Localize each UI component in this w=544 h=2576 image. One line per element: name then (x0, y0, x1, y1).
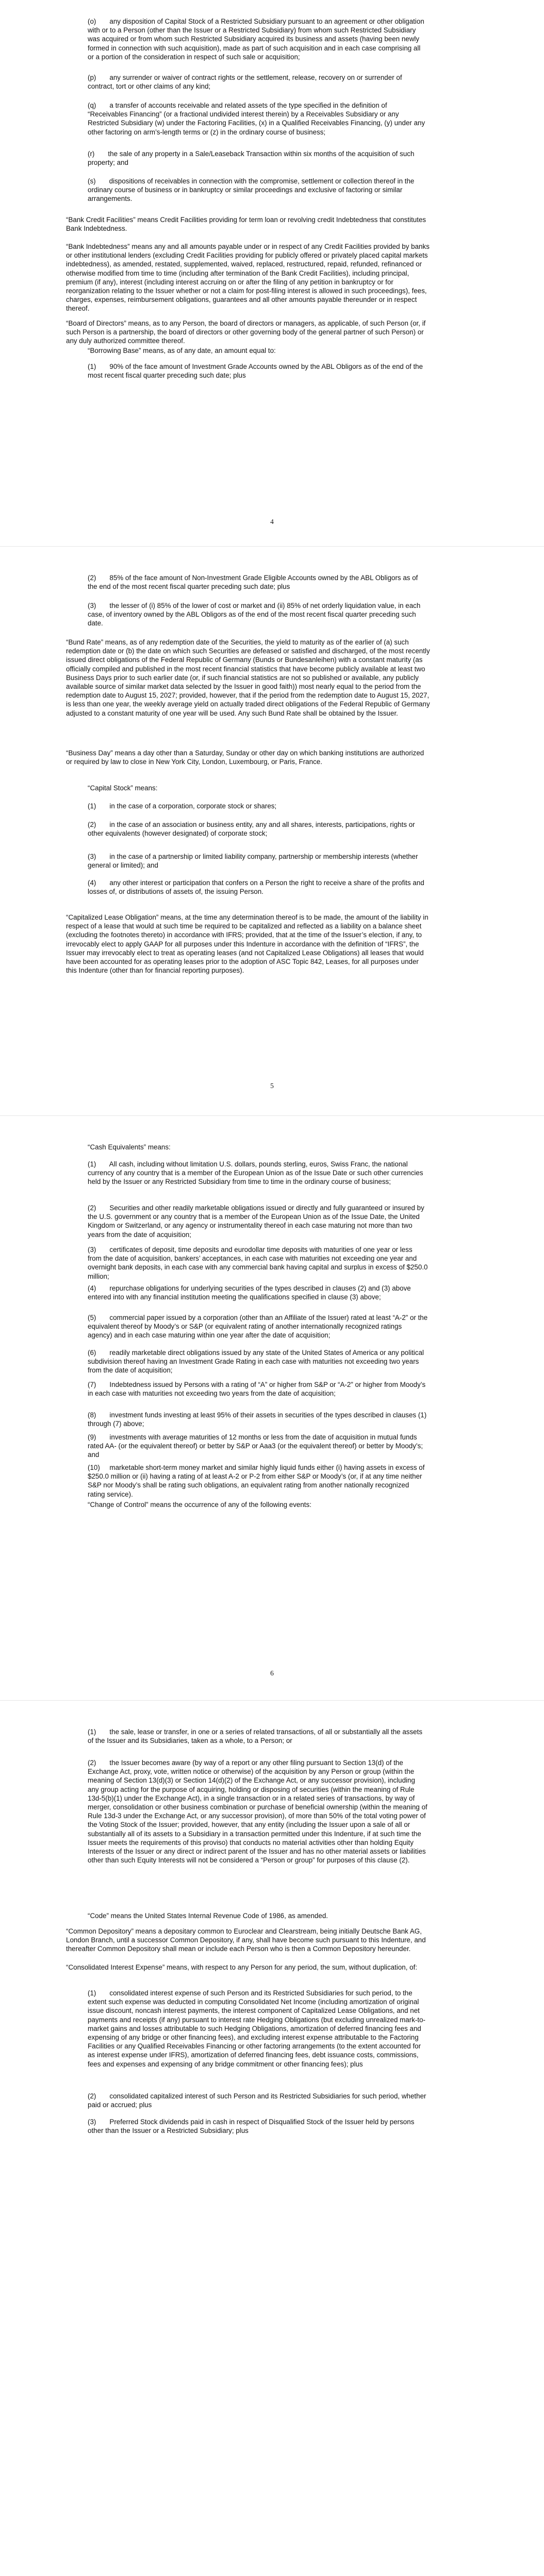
borrowing-base-clause-1: (1) 90% of the face amount of Investment Grade Accounts owned by the ABL Obligors as of the end of the most recent fiscal quarter preceding such date; plus (88, 363, 423, 380)
cash-equivalents-clause-10: (10) marketable short-term money market and similar highly liquid funds either (i) having assets in excess of $250.0 million or (ii) having a rating of at least A-2 or P-2 from either S&P or Moody’s (or, if at any time neither S&P nor Moody’s shall be rating such obligations, an equivalent rating from another nationally recognized rating service). (88, 1464, 425, 1498)
page-number: 4 (270, 518, 274, 526)
clause-q: (q) a transfer of accounts receivable and related assets of the type specified in the definition of “Receivables Financing” (or a fractional undivided interest therein) by a Receivables Subsidiary or any Restricted Subsidiary (w) under the Factoring Facilities, (x) in a Qualified Receivables Financing, (y) under any other factoring on arm’s-length terms or (z) in the ordinary course of business; (88, 101, 425, 136)
definition-board-of-directors: “Board of Directors” means, as to any Person, the board of directors or managers, as applicable, of such Person (or, if such Person is a partnership, the board of directors or other governing body of the general partner of such Person) or any duly authorized committee thereof. (66, 319, 426, 345)
definition-bund-rate: “Bund Rate” means, as of any redemption date of the Securities, the yield to maturity as of the earlier of (a) such redemption date or (b) the date on which such Securities are defeased or satisfied and discharged, of the most recently issued direct obligations of the Federal Republic of Germany (Bunds or Bundesanleihen) with a constant maturity (as officially compiled and published in the most recent financial statistics that have become publicly available at least two Business Days prior to such earlier date (or, if such financial statistics are not so published or available, any publicly available source of similar market data selected by the Issuer in good faith)) most nearly equal to the period from the redemption date to August 15, 2027; provided, however, that if the period from the redemption date to August 15, 2027, is less than one year, the weekly average yield on actually traded direct obligations of the Federal Republic of Germany adjusted to a constant maturity of one year will be used. Any such Bund Rate shall be obtained by the Issuer. (66, 638, 430, 717)
definition-borrowing-base: “Borrowing Base” means, as of any date, an amount equal to: (88, 347, 276, 354)
consolidated-interest-clause-2: (2) consolidated capitalized interest of such Person and its Restricted Subsidiaries for such period, whether paid or accrued; plus (88, 2092, 426, 2109)
cash-equivalents-clause-5: (5) commercial paper issued by a corporation (other than an Affiliate of the Issuer) rated at least “A-2” or the equivalent thereof by Moody’s or S&P (or equivalent rating of another internationally recognized ratings agency) and in each case maturing within one year after the date of acquisition; (88, 1314, 428, 1340)
definition-code: “Code” means the United States Internal Revenue Code of 1986, as amended. (88, 1912, 328, 1920)
consolidated-interest-clause-3: (3) Preferred Stock dividends paid in cash in respect of Disqualified Stock of the Issuer held by persons other than the Issuer or a Restricted Subsidiary; plus (88, 2118, 415, 2135)
document-page-1 (0, 0, 544, 381)
document-page-3 (0, 1126, 544, 1692)
capital-stock-clause-2: (2) in the case of an association or business entity, any and all shares, interests, participations, rights or other equivalents (however designated) of corporate stock; (88, 821, 415, 838)
change-of-control-clause-2: (2) the Issuer becomes aware (by way of a report or any other filing pursuant to Section 13(d) of the Exchange Act, proxy, vote, written notice or otherwise) of the acquisition by any Person or group (within the meaning of Section 13(d)(3) or Section 14(d)(2) of the Exchange Act, or any successor provision), including any group acting for the purpose of acquiring, holding or disposing of securities (within the meaning of Rule 13d-5(b)(1) under the Exchange Act), in a single transaction or in a related series of transactions, by way of merger, consolidation or other business combination or purchase of beneficial ownership (within the meaning of Rule 13d-3 under the Exchange Act, or any successor provision), of more than 50% of the total voting power of the Voting Stock of the Issuer; provided, however, that any entity (including the Issuer upon a sale of all or substantially all of its assets to a Subsidiary in a transaction permitted under this Indenture, if at such time the Issuer meets the requirements of this proviso) that conducts no material activities other than holding Equity Interests of the Issuer or any direct or indirect parent of the Issuer and has no other material assets or liabilities other than such Equity Interests will not be considered a “Person or group” for purposes of this clause (2). (88, 1759, 427, 1865)
cash-equivalents-clause-1: (1) All cash, including without limitation U.S. dollars, pounds sterling, euros, Swiss Franc, the national currency of any country that is a member of the European Union as of the Issue Date or such other currencies held by the Issuer or any Restricted Subsidiary from time to time in the ordinary course of business; (88, 1160, 423, 1186)
cash-equivalents-clause-3: (3) certificates of deposit, time deposits and eurodollar time deposits with maturities of one year or less from the date of acquisition, bankers’ acceptances, in each case with maturities not exceeding one year and overnight bank deposits, in each case with any commercial bank having capital and surplus in excess of $250.0 million; (88, 1246, 428, 1280)
document-page-4 (0, 1710, 544, 2329)
borrowing-base-clause-3: (3) the lesser of (i) 85% of the lower of cost or market and (ii) 85% of net orderly liquidation value, in each case, of inventory owned by the ABL Obligors as of the end of the most recent fiscal quarter preceding such date. (88, 602, 421, 628)
cash-equivalents-clause-6: (6) readily marketable direct obligations issued by any state of the United States of America or any political subdivision thereof having an Investment Grade Rating in each case with maturities not exceeding two years from the date of acquisition; (88, 1349, 424, 1375)
page-separator (0, 1115, 544, 1116)
definition-bank-credit-facilities: “Bank Credit Facilities” means Credit Facilities providing for term loan or revolving credit Indebtedness that constitutes Bank Indebtedness. (66, 216, 426, 233)
definition-consolidated-interest-expense: “Consolidated Interest Expense” means, with respect to any Person for any period, the sum, without duplication, of: (66, 1963, 418, 1971)
definition-cash-equivalents: “Cash Equivalents” means: (88, 1143, 171, 1151)
capital-stock-clause-1: (1) in the case of a corporation, corporate stock or shares; (88, 802, 277, 810)
definition-change-of-control: “Change of Control” means the occurrence of any of the following events: (88, 1501, 311, 1509)
definition-common-depository: “Common Depository” means a depositary common to Euroclear and Clearstream, being initially Deutsche Bank AG, London Branch, until a successor Common Depository, if any, shall have become such pursuant to this Indenture, and thereafter Common Depository shall mean or include each Person who is then a Common Depository hereunder. (66, 1927, 426, 1953)
page-number: 6 (270, 1669, 274, 1677)
cash-equivalents-clause-7: (7) Indebtedness issued by Persons with a rating of “A” or higher from S&P or “A-2” or higher from Moody’s in each case with maturities not exceeding two years from the date of acquisition; (88, 1381, 426, 1398)
page-separator (0, 546, 544, 547)
definition-capital-stock: “Capital Stock” means: (88, 784, 158, 792)
page-separator (0, 1700, 544, 1701)
change-of-control-clause-1: (1) the sale, lease or transfer, in one or a series of related transactions, of all or substantially all the assets of the Issuer and its Subsidiaries, taken as a whole, to a Person; or (88, 1728, 423, 1745)
cash-equivalents-clause-4: (4) repurchase obligations for underlying securities of the types described in clauses (2) and (3) above entered into with any financial institution meeting the qualifications specified in clause (3) above; (88, 1284, 411, 1301)
document-page-2 (0, 556, 544, 1123)
definition-bank-indebtedness: “Bank Indebtedness” means any and all amounts payable under or in respect of any Credit Facilities provided by banks or other institutional lenders (excluding Credit Facilities providing for publicly offered or privately placed capital markets indebtedness), as amended, restated, supplemented, waived, replaced, restructured, repaid, refunded, refinanced or otherwise modified from time to time (including after termination of the Bank Credit Facilities), including principal, premium (if any), interest (including interest accruing on or after the filing of any petition in bankruptcy or for reorganization relating to the Issuer whether or not a claim for post-filing interest is allowed in such proceedings), fees, charges, expenses, reimbursement obligations, guarantees and all other amounts payable thereunder or in respect thereof. (66, 243, 430, 313)
clause-s: (s) dispositions of receivables in connection with the compromise, settlement or collection thereof in the ordinary course of business or in bankruptcy or similar proceedings and exclusive of factoring or similar arrangements. (88, 177, 415, 203)
cash-equivalents-clause-2: (2) Securities and other readily marketable obligations issued or directly and fully guaranteed or insured by the U.S. government or any country that is a member of the European Union as of the Issue Date, the United Kingdom or Switzerland, or any agency or instrumentality thereof in each case maturing not more than two years from the date of acquisition; (88, 1204, 424, 1239)
clause-o: (o) any disposition of Capital Stock of a Restricted Subsidiary pursuant to an agreement or other obligation with or to a Person (other than the Issuer or a Restricted Subsidiary) from whom such Restricted Subsidiary was acquired or from whom such Restricted Subsidiary acquired its business and assets (having been newly formed in connection with such acquisition), made as part of such acquisition and in each case comprising all or a portion of the consideration in respect of such sale or acquisition; (88, 18, 424, 61)
consolidated-interest-clause-1: (1) consolidated interest expense of such Person and its Restricted Subsidiaries for such period, to the extent such expense was deducted in computing Consolidated Net Income (including amortization of original issue discount, noncash interest payments, the interest component of Capitalized Lease Obligations, and net payments and receipts (if any) pursuant to interest rate Hedging Obligations (but excluding unrealized mark-to-market gains and losses attributable to such Hedging Obligations, amortization of deferred financing fees and expensing of any bridge or other financing fees), and excluding interest expense attributable to the Factoring Facilities or any Qualified Receivables Financing or other factoring arrangements (to the extent accounted for as interest expense under IFRS), amortization of deferred financing fees, debt issuance costs, commissions, fees and expenses and expensing of any bridge commitment or other financing fees); plus (88, 1989, 425, 2068)
borrowing-base-clause-2: (2) 85% of the face amount of Non-Investment Grade Eligible Accounts owned by the ABL Obligors as of the end of the most recent fiscal quarter preceding such date; plus (88, 574, 418, 591)
clause-r: (r) the sale of any property in a Sale/Leaseback Transaction within six months of the acquisition of such property; and (88, 150, 415, 167)
page-number: 5 (270, 1082, 274, 1090)
capital-stock-clause-3: (3) in the case of a partnership or limited liability company, partnership or membership interests (whether general or limited); and (88, 853, 418, 870)
clause-p: (p) any surrender or waiver of contract rights or the settlement, release, recovery on or surrender of contract, tort or other claims of any kind; (88, 74, 402, 91)
cash-equivalents-clause-9: (9) investments with average maturities of 12 months or less from the date of acquisition in mutual funds rated AA- (or the equivalent thereof) or better by S&P or Aaa3 (or the equivalent thereof) or better by Moody’s; and (88, 1433, 423, 1459)
cash-equivalents-clause-8: (8) investment funds investing at least 95% of their assets in securities of the types described in clauses (1) through (7) above; (88, 1411, 427, 1428)
definition-business-day: “Business Day” means a day other than a Saturday, Sunday or other day on which banking institutions are authorized or required by law to close in New York City, London, Luxembourg, or Paris, France. (66, 749, 424, 766)
definition-capitalized-lease-obligation: “Capitalized Lease Obligation” means, at the time any determination thereof is to be made, the amount of the liability in respect of a lease that would at such time be required to be capitalized and reflected as a liability on a balance sheet (excluding the footnotes thereto) in accordance with IFRS; provided, that at the time of the Issuer’s election, if any, to irrevocably elect to apply GAAP for all purposes under this Indenture in accordance with the definition of “IFRS”, the Issuer may irrevocably elect to treat as operating leases (and not Capitalized Lease Obligations) all leases that would have been accounted for as operating leases prior to the adoption of ASC Topic 842, Leases, for all purposes under this Indenture (other than for financial reporting purposes). (66, 913, 428, 975)
capital-stock-clause-4: (4) any other interest or participation that confers on a Person the right to receive a share of the profits and losses of, or distributions of assets of, the issuing Person. (88, 879, 424, 896)
